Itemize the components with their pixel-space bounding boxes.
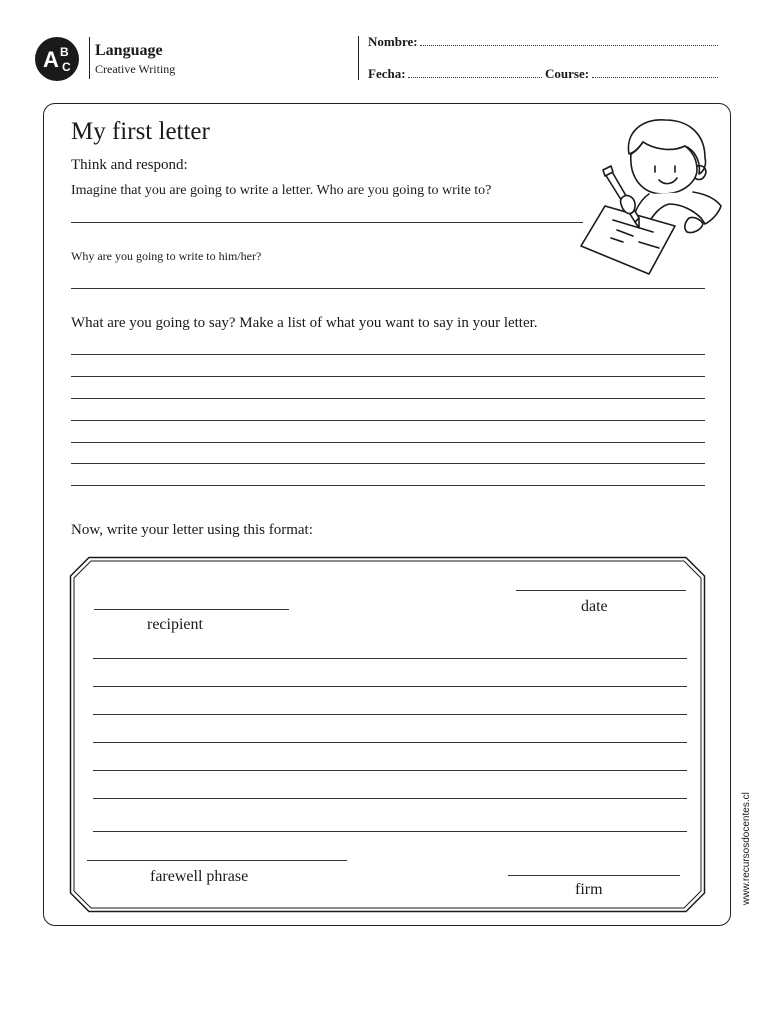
nombre-label: Nombre: [368,34,418,49]
worksheet-title: My first letter [71,118,210,145]
letter-body-line[interactable] [93,798,687,799]
letter-body-line[interactable] [93,770,687,771]
site-url: www.recursosdocentes.cl [741,792,752,905]
header-divider [89,37,90,79]
fields-divider [358,36,359,80]
signature-label: firm [575,881,603,898]
answer-line-2[interactable] [71,288,705,289]
question-2: Why are you going to write to him/her? [71,249,262,263]
subject-subtitle: Creative Writing [95,62,176,76]
logo-letter-c: C [62,60,71,74]
letter-body-line[interactable] [93,742,687,743]
farewell-label: farewell phrase [150,868,249,885]
list-line[interactable] [71,463,705,464]
date-line[interactable] [516,590,686,591]
farewell-line[interactable] [87,860,347,861]
list-line[interactable] [71,376,705,377]
question-3: What are you going to say? Make a list of what you want to say in your letter. [71,315,538,331]
list-line[interactable] [71,442,705,443]
question-4: Now, write your letter using this format: [71,522,313,538]
letter-body-line[interactable] [93,831,687,832]
logo-letter-a: A [43,47,59,72]
letter-body-line[interactable] [93,714,687,715]
instruction-text: Think and respond: [71,157,188,173]
course-label: Course: [545,66,590,81]
recipient-label: recipient [147,616,203,633]
recipient-line[interactable] [94,609,289,610]
fecha-label: Fecha: [368,66,406,81]
child-writing-illustration [577,114,725,276]
subject-title: Language [95,42,163,59]
course-field[interactable] [592,77,718,78]
nombre-field[interactable] [420,45,718,46]
date-label: date [581,598,608,615]
question-1: Imagine that you are going to write a letter. Who are you going to write to? [71,183,492,198]
letter-body-line[interactable] [93,658,687,659]
answer-line-1[interactable] [71,222,583,223]
letter-body-line[interactable] [93,686,687,687]
logo-letter-b: B [60,45,69,59]
list-line[interactable] [71,420,705,421]
list-line[interactable] [71,398,705,399]
list-line[interactable] [71,485,705,486]
fecha-field[interactable] [408,77,542,78]
list-line[interactable] [71,354,705,355]
abc-logo [34,36,80,82]
signature-line[interactable] [508,875,680,876]
